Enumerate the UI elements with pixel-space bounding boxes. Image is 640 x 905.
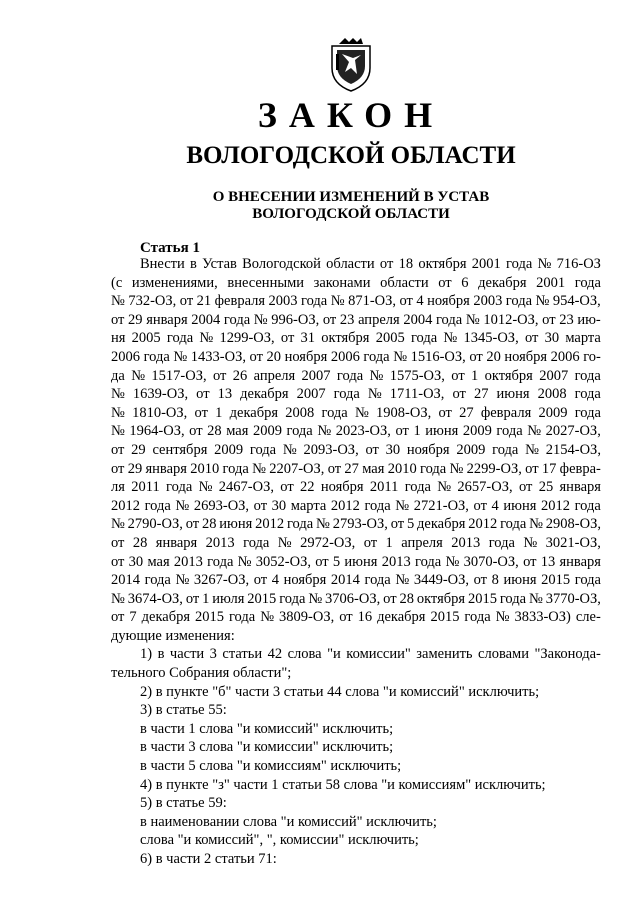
list-item: 2) в пункте "б" части 3 статьи 44 слова "и комиссий" исключить; — [140, 683, 540, 700]
text-line: 2012 года № 2693-ОЗ, от 30 марта 2012 года № 2721-ОЗ, от 4 июня 2012 года — [111, 497, 601, 514]
article-body — [111, 255, 601, 869]
text-line: тельного Собрания области"; — [111, 665, 292, 682]
text-line: от 29 января 2010 года № 2207-ОЗ, от 27 мая 2010 года № 2299-ОЗ, от 17 февра- — [111, 460, 601, 477]
text-line: № 732-ОЗ, от 21 февраля 2003 года № 871-ОЗ, от 4 ноября 2003 года № 954-ОЗ, — [111, 293, 601, 310]
list-item: в части 1 слова "и комиссий" исключить; — [140, 720, 394, 737]
list-item: 3) в статье 55: — [140, 702, 227, 719]
list-item: 5) в статье 59: — [140, 795, 227, 812]
heading-line: ВОЛОГОДСКОЙ ОБЛАСТИ — [252, 206, 450, 222]
text-line: от 29 сентября 2009 года № 2093-ОЗ, от 30 ноября 2009 года № 2154-ОЗ, — [111, 441, 601, 458]
list-item: в части 5 слова "и комиссиям" исключить; — [140, 758, 402, 775]
text-line: от 29 января 2004 года № 996-ОЗ, от 23 апреля 2004 года № 1012-ОЗ, от 23 ию- — [111, 311, 601, 328]
list-item: слова "и комиссий", ", комиссии" исключить; — [140, 832, 419, 849]
text-line: ня 2005 года № 1299-ОЗ, от 31 октября 2005 года № 1345-ОЗ, от 30 марта — [111, 330, 601, 347]
text-line: № 1964-ОЗ, от 28 мая 2009 года № 2023-ОЗ, от 1 июня 2009 года № 2027-ОЗ, — [111, 423, 601, 440]
text-line: от 7 декабря 2015 года № 3809-ОЗ, от 16 декабря 2015 года № 3833-ОЗ) сле- — [111, 609, 601, 626]
text-line: Внести в Устав Вологодской области от 18 октября 2001 года № 716-ОЗ — [140, 256, 601, 272]
list-item: в наименовании слова "и комиссий" исключить; — [140, 813, 437, 830]
text-line: от 30 мая 2013 года № 3052-ОЗ, от 5 июня 2013 года № 3070-ОЗ, от 13 января — [111, 553, 601, 570]
text-line: дующие изменения: — [111, 627, 235, 644]
heading-line: О ВНЕСЕНИИ ИЗМЕНЕНИЙ В УСТАВ — [212, 189, 490, 205]
coat-of-arms-emblem — [329, 38, 373, 92]
law-heading — [0, 189, 640, 223]
list-item: 6) в части 2 статьи 71: — [140, 851, 277, 867]
list-item: в части 3 слова "и комиссии" исключить; — [140, 739, 394, 756]
text-line: № 2790-ОЗ, от 28 июня 2012 года № 2793-ОЗ, от 5 декабря 2012 года № 2908-ОЗ, — [111, 516, 601, 533]
text-line: ля 2011 года № 2467-ОЗ, от 22 ноября 2011 года № 2657-ОЗ, от 25 января — [111, 479, 601, 496]
text-line: № 3674-ОЗ, от 1 июля 2015 года № 3706-ОЗ, от 28 октября 2015 года № 3770-ОЗ, — [111, 590, 601, 607]
text-line: (с изменениями, внесенными законами области от 6 декабря 2001 года — [111, 274, 601, 291]
list-item: 4) в пункте "з" части 1 статьи 58 слова "и комиссиям" исключить; — [140, 776, 546, 793]
text-line: от 28 января 2013 года № 2972-ОЗ, от 1 апреля 2013 года № 3021-ОЗ, — [111, 534, 601, 551]
text-line: да № 1517-ОЗ, от 26 апреля 2007 года № 1575-ОЗ, от 1 октября 2007 года — [111, 367, 601, 384]
text-line: 2006 года № 1433-ОЗ, от 20 ноября 2006 года № 1516-ОЗ, от 20 ноября 2006 го- — [111, 348, 601, 365]
list-item: 1) в части 3 статьи 42 слова "и комиссии" заменить словами "Законода- — [140, 646, 601, 663]
text-line: № 1639-ОЗ, от 13 декабря 2007 года № 1711-ОЗ, от 27 июня 2008 года — [111, 386, 601, 403]
text-line: № 1810-ОЗ, от 1 декабря 2008 года № 1908-ОЗ, от 27 февраля 2009 года — [111, 404, 601, 421]
article-title: Статья 1 — [140, 240, 200, 256]
region-title: ВОЛОГОДСКОЙ ОБЛАСТИ — [186, 142, 516, 169]
text-line: 2014 года № 3267-ОЗ, от 4 ноября 2014 года № 3449-ОЗ, от 8 июня 2015 года — [111, 572, 601, 589]
law-title: ЗАКОН — [257, 95, 445, 135]
